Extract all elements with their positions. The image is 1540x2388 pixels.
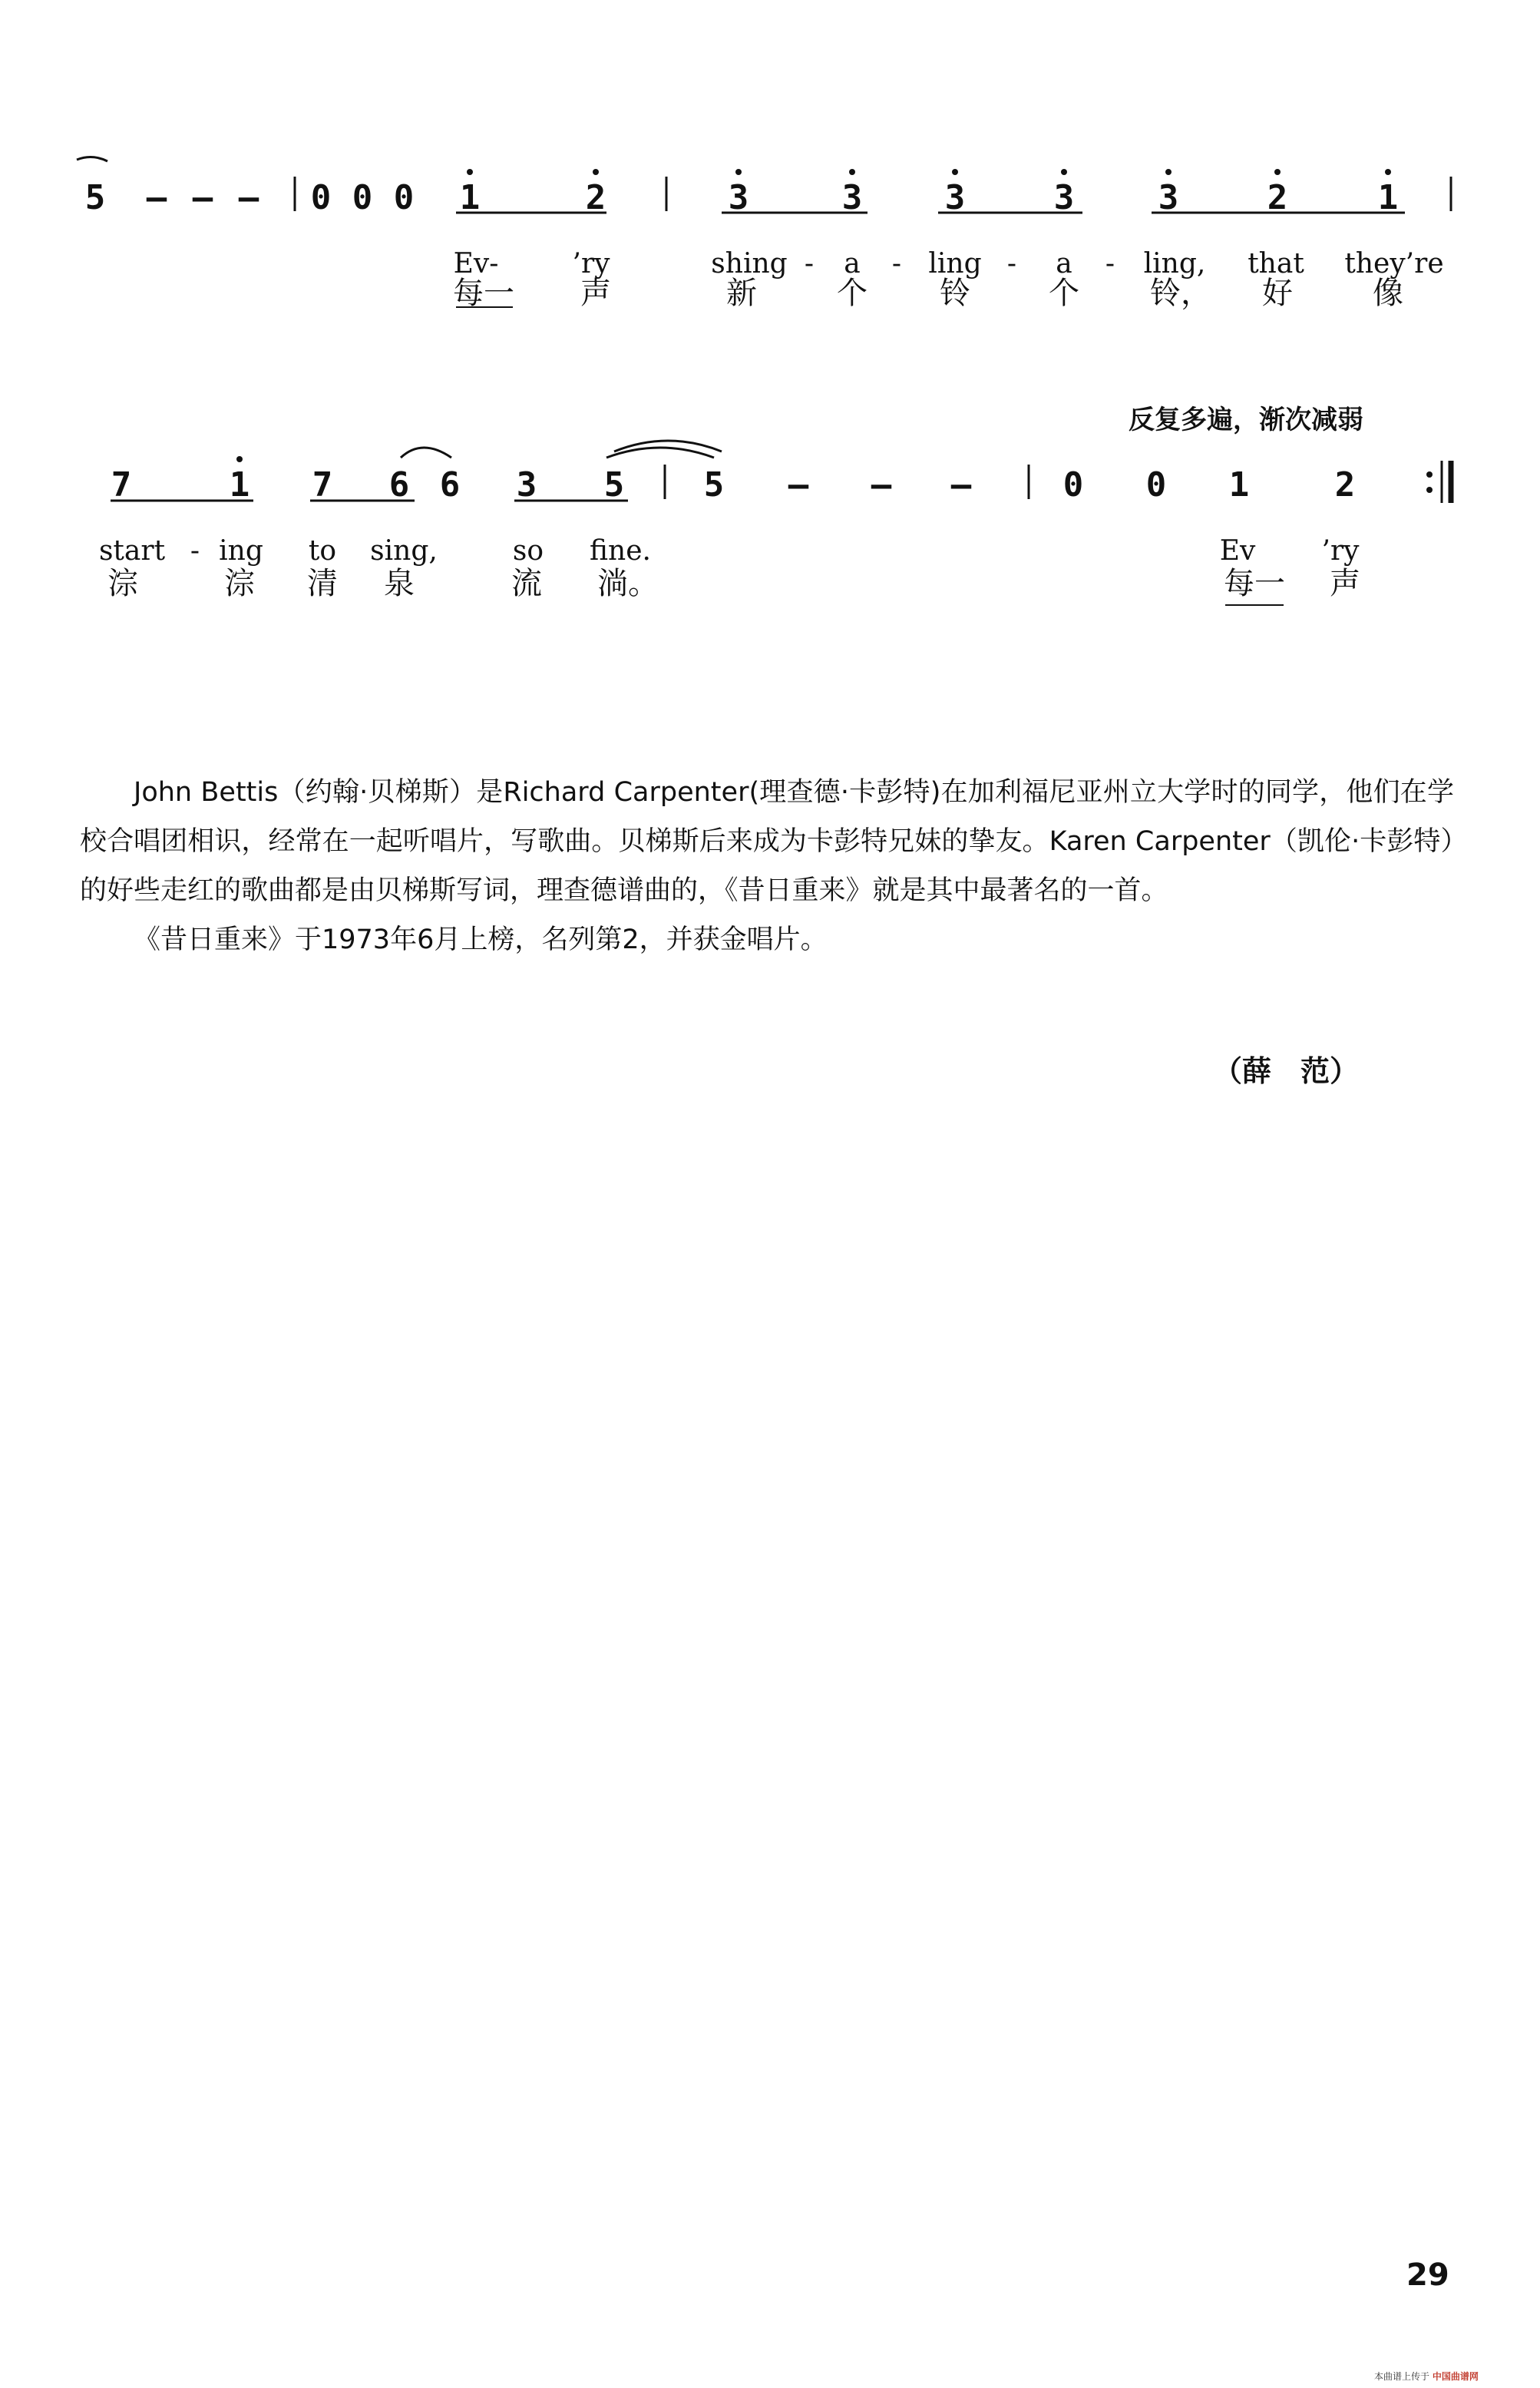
lyric-cn: 好 [1262,276,1293,311]
note: 6 [388,465,410,504]
lyric-cn: 个 [837,276,867,311]
lyric-cn: 泉 [384,566,415,601]
note: 1 [459,178,481,217]
lyric-cn: 新 [726,276,757,311]
repeat-dot [1426,471,1433,478]
note: 3 [841,178,863,217]
octave-dot [735,169,742,175]
footer-prefix: 本曲谱上传于 [1374,2371,1430,2382]
notes-paragraph: 《昔日重来》于1973年6月上榜，名列第2，并获金唱片。 [134,924,828,955]
lyric-en: ing [219,535,263,567]
note: 5 [703,465,725,504]
lyric-en: - [804,248,815,279]
note: 0 [352,178,373,217]
note: 3 [728,178,749,217]
note: 5 [84,178,106,217]
lyric-cn: 清 [307,566,338,601]
lyric-cn: 像 [1373,276,1403,311]
note: 7 [312,465,333,504]
lyric-cn: 淌。 [597,566,659,601]
note: 2 [1334,465,1356,504]
lyric-en: ling, [1143,248,1206,279]
lyric-en: Ev- [453,248,499,279]
lyric-en: a [1056,248,1072,279]
octave-dot [1385,169,1391,175]
lyric-en: ’ry [572,248,610,279]
performance-instruction: 反复多遍，渐次减弱 [1129,405,1363,435]
tie-arc [77,157,107,161]
lyric-en: shing [711,248,788,279]
lyric-cn: 个 [1049,276,1079,311]
lyric-en: that [1248,248,1304,279]
lyric-en: - [1006,248,1017,279]
lyric-cn: 铃 [940,276,970,311]
lyric-en: sing, [370,535,438,567]
lyric-cn: 铃， [1150,276,1211,311]
note: 1 [229,465,250,504]
repeat-dot [1426,487,1433,493]
octave-dot [1165,169,1172,175]
lyric-en: - [891,248,902,279]
octave-dot [1274,169,1281,175]
octave-dot [593,169,599,175]
author-signature: （薛 范） [1213,1054,1360,1088]
note: 0 [310,178,332,217]
note: 6 [439,465,461,504]
note: 3 [1053,178,1075,217]
song-notes [80,768,1454,964]
page-number: 29 [1406,2257,1449,2293]
lyric-en: fine. [590,535,651,567]
lyric-cn: 淙 [107,566,138,601]
lyric-cn: 声 [1330,566,1360,601]
octave-dot [952,169,958,175]
lyric-en: start [98,535,166,567]
octave-dot [849,169,855,175]
note: 0 [1062,465,1084,504]
footer-credit [1374,2370,1479,2383]
lyric-cn: 每一 [1224,566,1285,601]
note: 2 [585,178,606,217]
lyric-en: ling [928,248,982,279]
lyric-en: so [512,535,544,567]
lyric-cn: 声 [580,276,611,311]
note: 1 [1228,465,1250,504]
dash: – [871,465,892,504]
lyric-en: to [308,535,337,567]
tie-arc [401,448,451,458]
note: 0 [1145,465,1167,504]
lyric-cn: 每一 [453,276,514,311]
note: 7 [111,465,132,504]
octave-dot [236,456,243,462]
lyric-en: - [1105,248,1115,279]
lyric-cn: 淙 [224,566,255,601]
note: 3 [1158,178,1179,217]
dash: – [950,465,972,504]
octave-dot [467,169,473,175]
octave-dot [1061,169,1067,175]
dash: – [238,178,259,217]
lyric-en: - [190,535,200,567]
lyric-en: Ev [1219,535,1256,567]
note: 3 [944,178,966,217]
note: 2 [1267,178,1288,217]
dash: – [788,465,809,504]
note: 1 [1377,178,1399,217]
music-score [0,0,1540,691]
note: 3 [516,465,537,504]
lyric-en: ’ry [1321,535,1360,567]
dash: – [146,178,167,217]
note: 5 [603,465,625,504]
dash: – [192,178,213,217]
notes-paragraph: John Bettis（约翰·贝梯斯）是Richard Carpenter(理查德·卡彭特)在加利福尼亚州立大学时的同学，他们在学校合唱团相识，经常在一起听唱片，写歌曲。贝梯斯后来成为卡彭特兄妹的挚友。Karen Carpenter（凯伦·卡彭特）的好些走红的歌曲都是由贝梯斯写词，理查德谱曲的，《昔日重来》就是其中最著名的一首。 [80,777,1454,906]
lyric-en: they’re [1344,248,1444,279]
footer-brand: 中国曲谱网 [1432,2371,1479,2382]
lyric-en: a [844,248,861,279]
lyric-cn: 流 [511,566,542,601]
note: 0 [393,178,415,217]
